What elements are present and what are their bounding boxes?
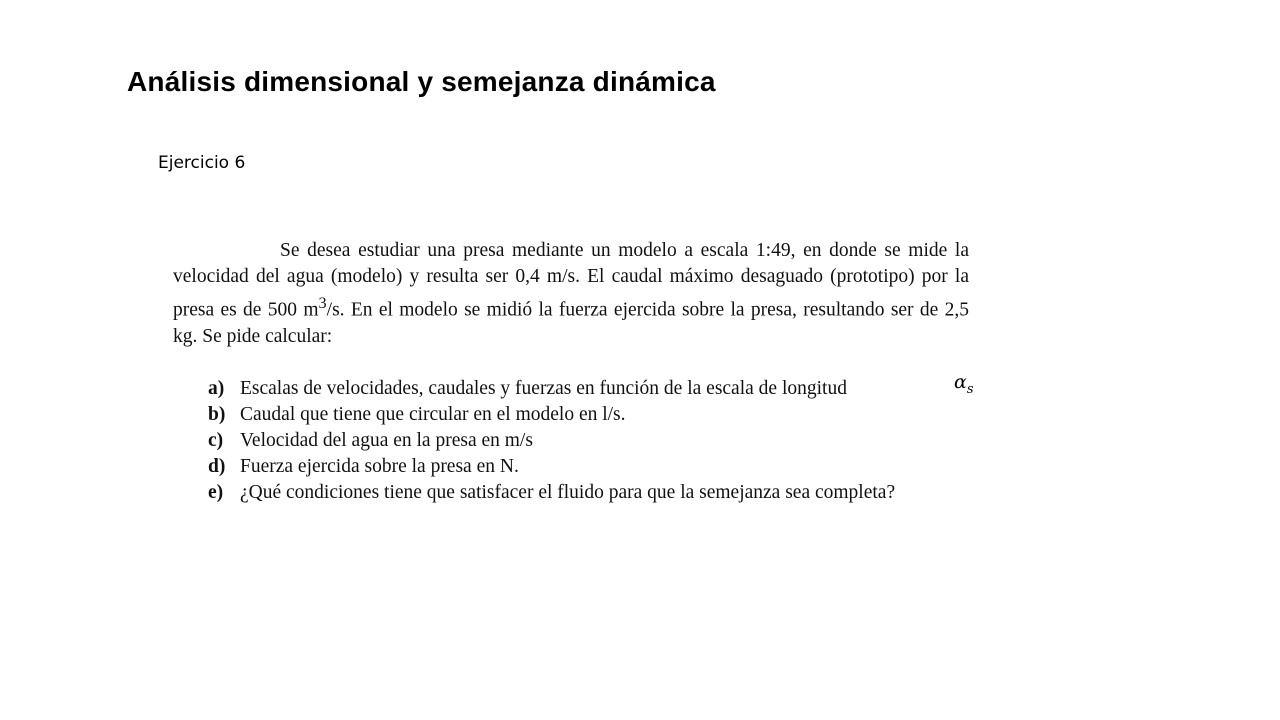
question-letter: e) <box>208 481 224 503</box>
question-text: Fuerza ejercida sobre la presa en N. <box>240 455 519 477</box>
problem-statement-image <box>173 238 969 506</box>
problem-statement <box>173 238 969 350</box>
question-letter: b) <box>208 403 226 425</box>
cubic-exponent: 3 <box>318 294 327 312</box>
question-text: Caudal que tiene que circular en el modelo en l/s. <box>240 403 626 425</box>
question-c <box>208 428 969 454</box>
question-text: Escalas de velocidades, caudales y fuerzas en función de la escala de longitud <box>240 377 847 399</box>
alpha-subscript: s <box>966 381 974 397</box>
statement-part-1: Se desea estudiar una presa mediante un modelo a escala 1:49, en donde se mide la velocidad del agua (modelo) y resulta ser 0,4 m/s. El caudal máximo desaguado (prototipo) por la presa es de 500 m <box>173 240 969 321</box>
question-b <box>208 402 969 428</box>
question-letter: c) <box>208 429 224 451</box>
length-scale-symbol <box>954 371 974 397</box>
question-a <box>208 376 969 402</box>
question-e <box>208 480 969 506</box>
question-list <box>173 376 969 506</box>
question-text: Velocidad del agua en la presa en m/s <box>240 429 533 451</box>
question-d <box>208 454 969 480</box>
question-letter: d) <box>208 455 226 477</box>
question-letter: a) <box>208 377 225 399</box>
slide-title: Análisis dimensional y semejanza dinámica <box>127 66 716 97</box>
alpha-symbol: α <box>954 371 967 393</box>
statement-part-2: /s. En el modelo se midió la fuerza ejercida sobre la presa, resultando ser de 2,5 kg. Se pide calcular: <box>173 299 969 347</box>
question-text: ¿Qué condiciones tiene que satisfacer el fluido para que la semejanza sea completa? <box>240 481 896 503</box>
exercise-label: Ejercicio 6 <box>158 153 246 173</box>
